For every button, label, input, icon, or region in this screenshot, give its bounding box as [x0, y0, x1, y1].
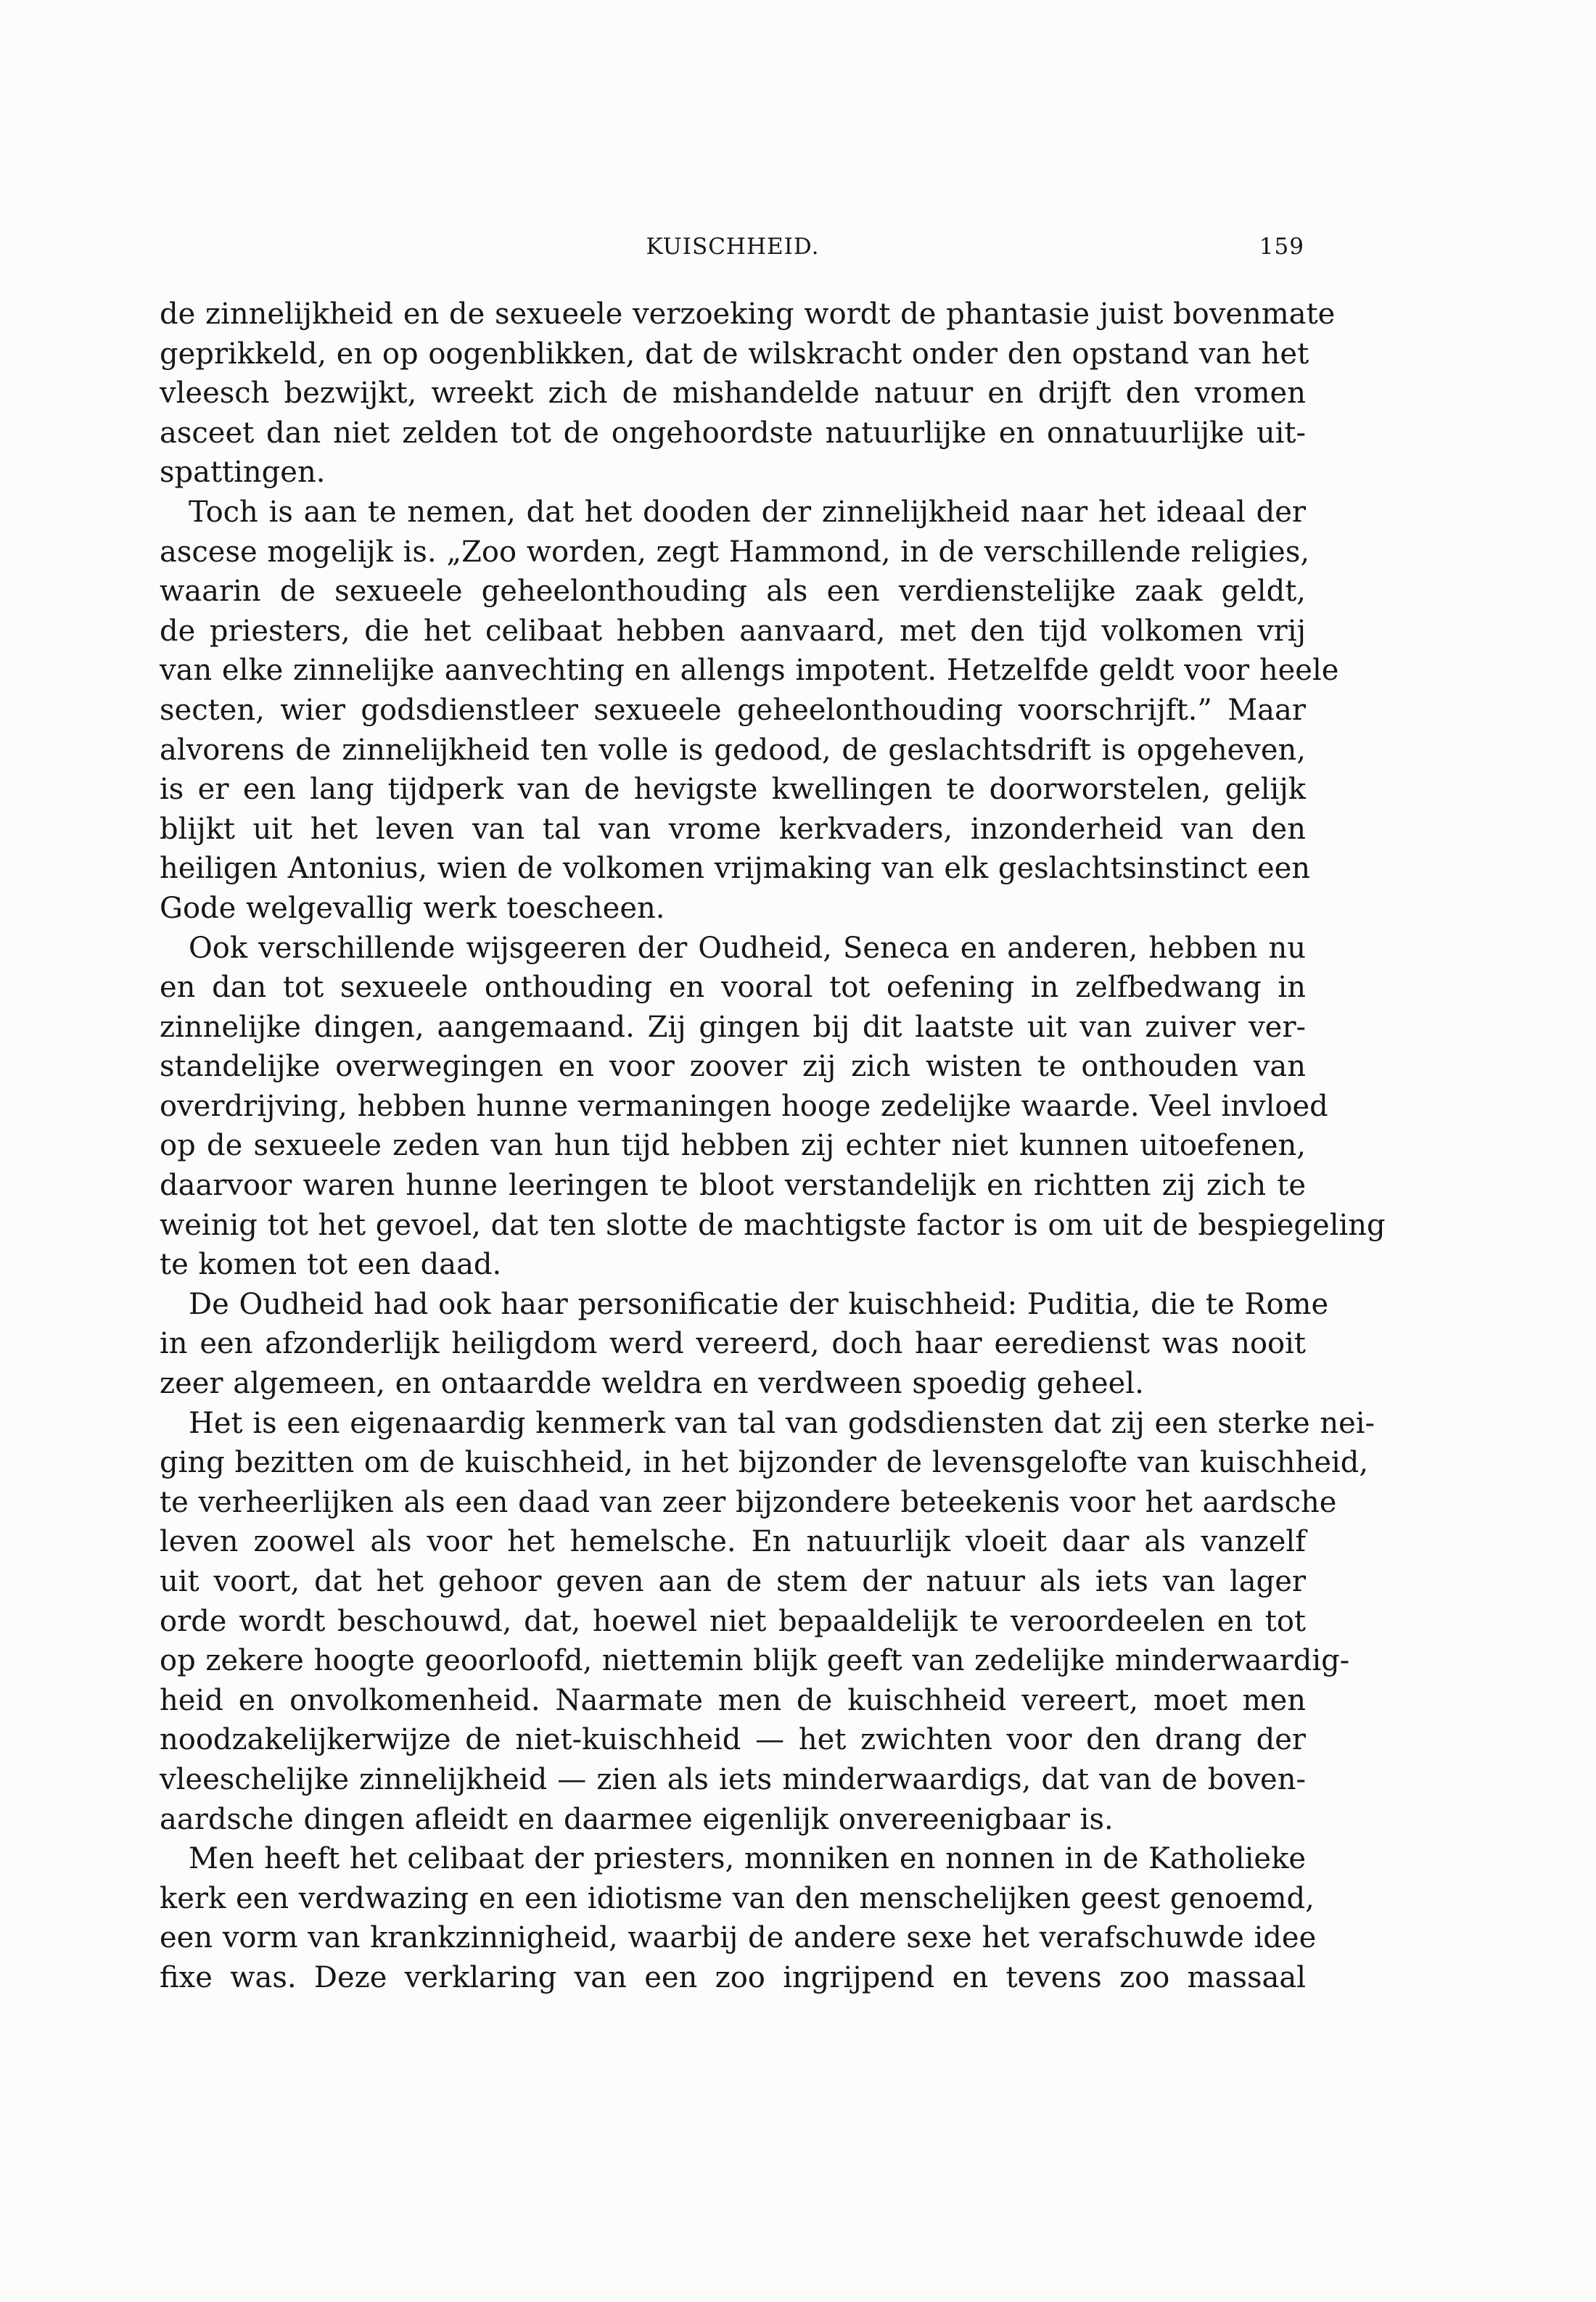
text-line: Ook verschillende wijsgeeren der Oudheid, Seneca en anderen, hebben nu: [189, 931, 1306, 965]
text-line: en dan tot sexueele onthouding en vooral tot oefening in zelfbedwang in: [160, 971, 1306, 1005]
running-title: KUISCHHEID.: [646, 234, 820, 260]
text-line: weinig tot het gevoel, dat ten slotte de machtigste factor is om uit de bespiegeling: [160, 1208, 1386, 1242]
text-line: op zekere hoogte geoorloofd, niettemin blijk geeft van zedelijke minderwaardig-: [160, 1644, 1350, 1678]
page-number: 159: [1259, 234, 1304, 260]
text-line: daarvoor waren hunne leeringen te bloot verstandelijk en richtten zij zich te: [160, 1169, 1306, 1203]
text-line: een vorm van krankzinnigheid, waarbij de andere sexe het verafschuwde idee: [160, 1921, 1317, 1955]
text-line: Toch is aan te nemen, dat het dooden der zinnelijkheid naar het ideaal der: [189, 495, 1306, 529]
text-line: kerk een verdwazing en een idiotisme van den menschelijken geest genoemd,: [160, 1881, 1315, 1915]
text-line: alvorens de zinnelijkheid ten volle is gedood, de geslachtsdrift is opgeheven,: [160, 733, 1306, 767]
paragraph: [160, 295, 1336, 493]
text-line: heid en onvolkomenheid. Naarmate men de kuischheid vereert, moet men: [160, 1683, 1306, 1717]
text-line: te komen tot een daad.: [160, 1248, 502, 1282]
text-line: heiligen Antonius, wien de volkomen vrijmaking van elk geslachtsinstinct een: [160, 852, 1311, 886]
text-line: Gode welgevallig werk toescheen.: [160, 891, 665, 925]
text-line: vleeschelijke zinnelijkheid — zien als iets minderwaardigs, dat van de boven-: [160, 1762, 1306, 1796]
text-line: overdrijving, hebben hunne vermaningen hooge zedelijke waarde. Veel invloed: [160, 1089, 1328, 1123]
paragraph: [160, 1404, 1375, 1840]
text-line: in een afzonderlijk heiligdom werd vereerd, doch haar eeredienst was nooit: [160, 1327, 1306, 1361]
paragraph: [160, 1285, 1329, 1404]
text-line: secten, wier godsdienstleer sexueele geheelonthouding voorschrijft.” Maar: [160, 693, 1306, 727]
text-line: leven zoowel als voor het hemelsche. En natuurlijk vloeit daar als vanzelf: [160, 1525, 1306, 1559]
text-line: asceet dan niet zelden tot de ongehoordste natuurlijke en onnatuurlijke uit-: [160, 416, 1306, 450]
text-line: spattingen.: [160, 456, 326, 490]
text-line: is er een lang tijdperk van de hevigste kwellingen te doorworstelen, gelijk: [160, 773, 1306, 807]
text-line: de zinnelijkheid en de sexueele verzoeking wordt de phantasie juist bovenmate: [160, 297, 1336, 331]
text-line: te verheerlijken als een daad van zeer bijzondere beteekenis voor het aardsche: [160, 1485, 1337, 1519]
text-line: orde wordt beschouwd, dat, hoewel niet bepaaldelijk te veroordeelen en tot: [160, 1604, 1306, 1638]
paragraph: [160, 493, 1339, 929]
text-line: Men heeft het celibaat der priesters, monniken en nonnen in de Katholieke: [189, 1842, 1306, 1876]
text-line: van elke zinnelijke aanvechting en allengs impotent. Hetzelfde geldt voor heele: [160, 654, 1339, 688]
text-line: blijkt uit het leven van tal van vrome kerkvaders, inzonderheid van den: [160, 812, 1306, 846]
text-line: De Oudheid had ook haar personificatie der kuischheid: Puditia, die te Rome: [189, 1287, 1329, 1321]
text-line: Het is een eigenaardig kenmerk van tal van godsdiensten dat zij een sterke nei-: [189, 1406, 1375, 1440]
text-line: waarin de sexueele geheelonthouding als een verdienstelijke zaak geldt,: [160, 575, 1306, 609]
paragraph: [160, 1839, 1317, 1997]
running-head: [161, 234, 1304, 270]
text-line: vleesch bezwijkt, wreekt zich de mishandelde natuur en drijft den vromen: [160, 377, 1306, 411]
text-line: noodzakelijkerwijze de niet-kuischheid — het zwichten voor den drang der: [160, 1723, 1306, 1757]
text-line: ging bezitten om de kuischheid, in het bijzonder de levensgelofte van kuischheid,: [160, 1446, 1369, 1480]
text-line: ascese mogelijk is. „Zoo worden, zegt Hammond, in de verschillende religies,: [160, 535, 1310, 569]
text-line: geprikkeld, en op oogenblikken, dat de wilskracht onder den opstand van het: [160, 337, 1309, 371]
paragraph: [160, 929, 1386, 1285]
text-line: aardsche dingen afleidt en daarmee eigenlijk onvereenigbaar is.: [160, 1802, 1114, 1836]
body-text: [160, 295, 1386, 1998]
text-line: op de sexueele zeden van hun tijd hebben zij echter niet kunnen uitoefenen,: [160, 1129, 1306, 1163]
text-line: zeer algemeen, en ontaardde weldra en verdween spoedig geheel.: [160, 1367, 1144, 1401]
text-line: zinnelijke dingen, aangemaand. Zij gingen bij dit laatste uit van zuiver ver-: [160, 1010, 1306, 1044]
text-line: fixe was. Deze verklaring van een zoo ingrijpend en tevens zoo massaal: [160, 1960, 1306, 1994]
text-line: de priesters, die het celibaat hebben aanvaard, met den tijd volkomen vrij: [160, 614, 1306, 648]
text-line: standelijke overwegingen en voor zoover zij zich wisten te onthouden van: [160, 1050, 1306, 1084]
text-line: uit voort, dat het gehoor geven aan de stem der natuur als iets van lager: [160, 1565, 1306, 1598]
